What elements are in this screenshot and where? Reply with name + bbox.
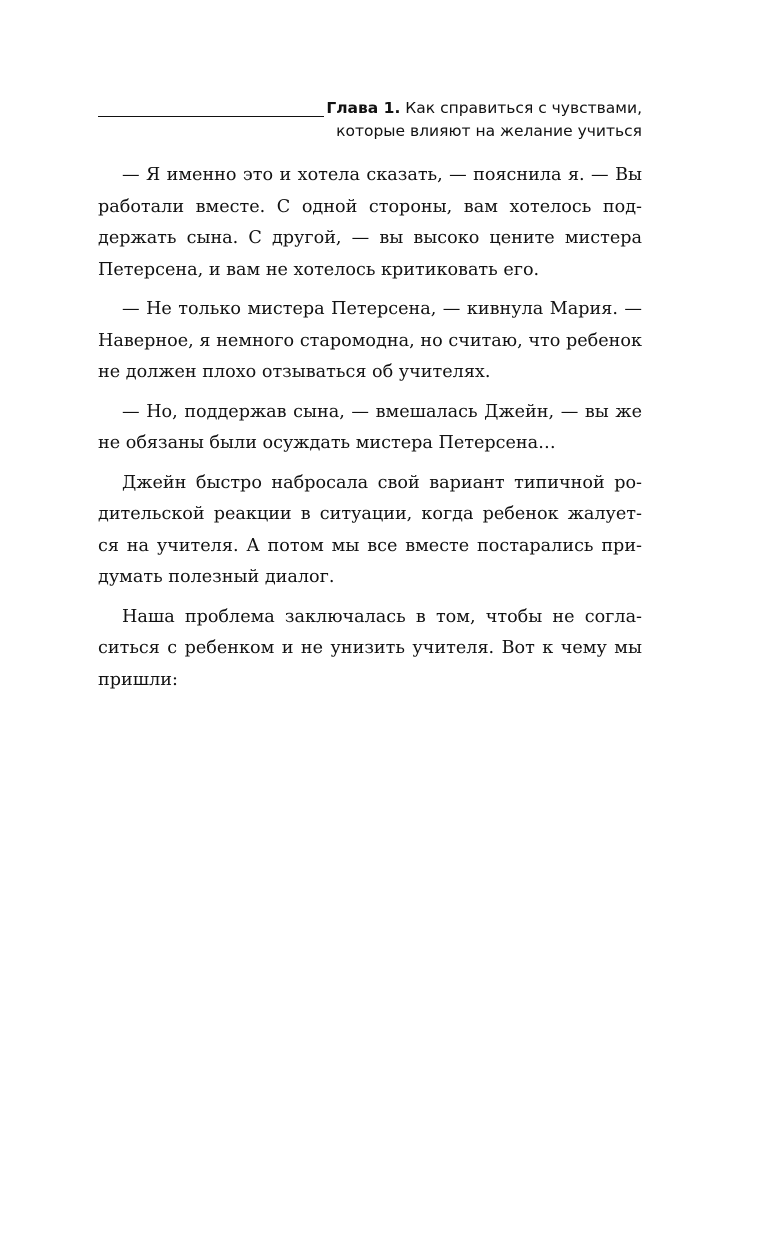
header-rule — [98, 116, 324, 117]
text-line: ситься с ребенком и не унизить учителя. Вот к чему мы — [98, 638, 642, 658]
running-header — [98, 97, 642, 141]
chapter-label: Глава 1. — [326, 99, 401, 117]
chapter-title-line-1: Как справиться с чувствами, — [400, 99, 642, 117]
paragraph-1 — [98, 160, 642, 286]
paragraph-5 — [98, 602, 642, 697]
text-line: не должен плохо отзываться об учителях. — [98, 362, 491, 382]
text-line: Наша проблема заключалась в том, чтобы не согла- — [122, 606, 642, 627]
paragraph-4 — [98, 468, 642, 594]
text-line: — Не только мистера Петерсена, — кивнула Мария. — — [122, 299, 642, 319]
text-line: — Я именно это и хотела сказать, — пояснила я. — Вы — [122, 165, 642, 185]
text-line: дительской реакции в ситуации, когда ребенок жалует- — [98, 504, 642, 524]
text-line: ся на учителя. А потом мы все вместе постарались при- — [98, 535, 642, 556]
text-line: Петерсена, и вам не хотелось критиковать его. — [98, 259, 540, 280]
chapter-title — [326, 97, 642, 143]
page-body — [98, 160, 642, 704]
text-line: не обязаны были осуждать мистера Петерсена… — [98, 433, 556, 453]
text-line: думать полезный диалог. — [98, 567, 335, 587]
text-line: пришли: — [98, 669, 178, 690]
paragraph-3 — [98, 397, 642, 460]
text-line: Джейн быстро набросала свой вариант типичной ро- — [122, 472, 642, 493]
text-line: — Но, поддержав сына, — вмешалась Джейн, — вы же — [122, 401, 642, 422]
text-line: работали вместе. С одной стороны, вам хотелось под- — [98, 196, 642, 217]
paragraph-2 — [98, 294, 642, 389]
text-line: Наверное, я немного старомодна, но считаю, что ребенок — [98, 330, 642, 351]
text-line: держать сына. С другой, — вы высоко цените мистера — [98, 228, 642, 248]
chapter-title-line-2: которые влияют на желание учиться — [336, 122, 642, 140]
